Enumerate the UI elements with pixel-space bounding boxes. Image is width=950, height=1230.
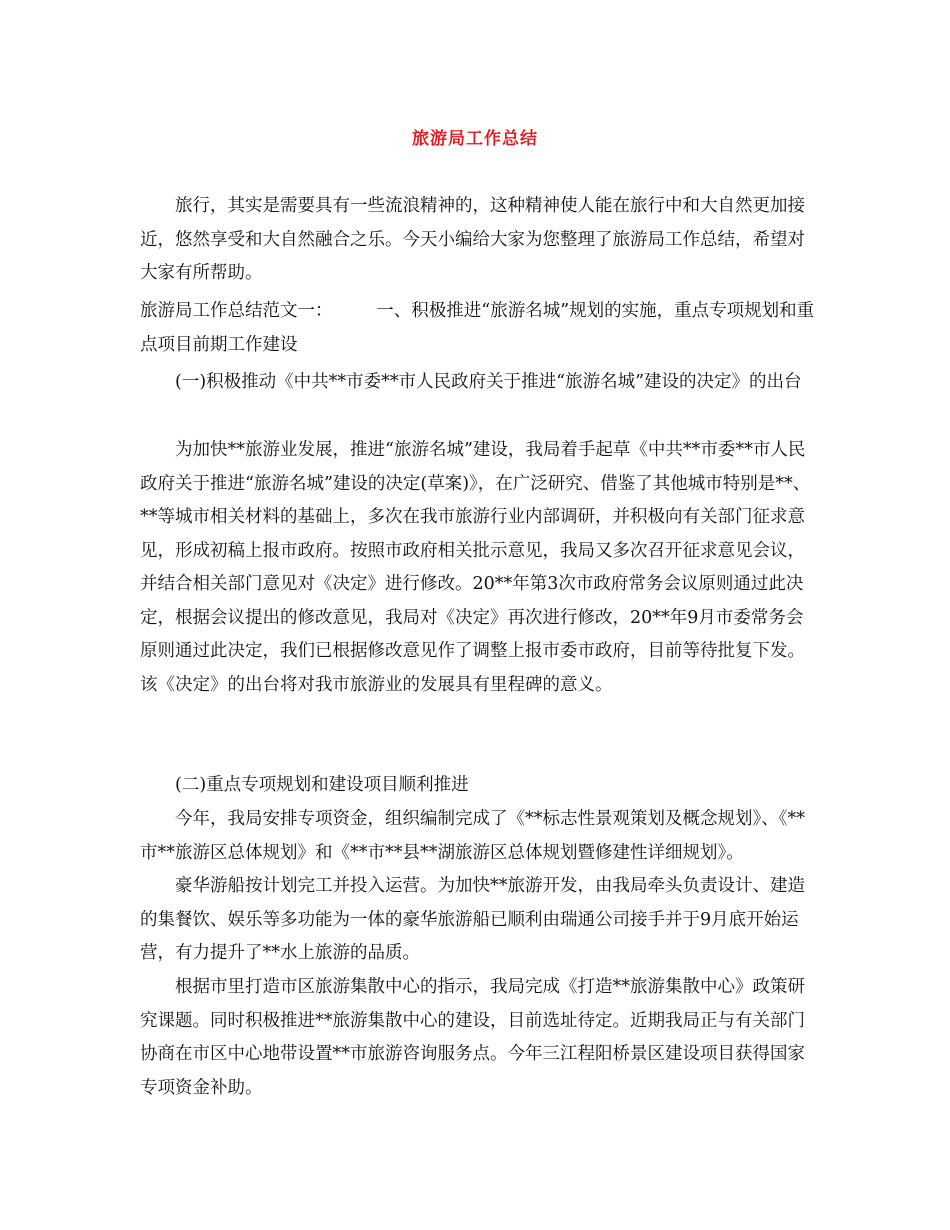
paragraph-body-2: 今年，我局安排专项资金，组织编制完成了《**标志性景观策划及概念规划》、《**市**旅游区总体规划》和《**市**县**湖旅游区总体规划暨修建性详细规划》。 [140,809,805,863]
paragraph-subheading-2: (二)重点专项规划和建设项目顺利推进 [175,775,469,795]
paragraph-subheading-1: (一)积极推动《中共**市委**市人民政府关于推进“旅游名城”建设的决定》的出台 [175,372,802,392]
paragraph-section-heading: 旅游局工作总结范文一： 一、积极推进“旅游名城”规划的实施，重点专项规划和重点项目前期工作建设 [140,301,815,355]
paragraph-body-3: 豪华游船按计划完工并投入运营。为加快**旅游开发，由我局牵头负责设计、建造的集餐饮、娱乐等多功能为一体的豪华旅游船已顺利由瑞通公司接手并于9月底开始运营，有力提升了**水上旅游的品质。 [140,876,805,963]
document-title: 旅游局工作总结 [412,129,538,149]
paragraph-intro: 旅行，其实是需要具有一些流浪精神的，这种精神使人能在旅行中和大自然更加接近，悠然享受和大自然融合之乐。今天小编给大家为您整理了旅游局工作总结，希望对大家有所帮助。 [140,196,805,283]
paragraph-body-1: 为加快**旅游业发展，推进“旅游名城”建设，我局着手起草《中共**市委**市人民政府关于推进“旅游名城”建设的决定(草案)》，在广泛研究、借鉴了其他城市特别是**、**等城市相关材料的基础上，多次在我市旅游行业内部调研，并积极向有关部门征求意见，形成初稿上报市政府。按照市政府相关批示意见，我局又多次召开征求意见会议，并结合相关部门意见对《决定》进行修改。20**年第3次市政府常务会议原则通过此决定，根据会议提出的修改意见，我局对《决定》再次进行修改，20**年9月市委常务会原则通过此决定，我们已根据修改意见作了调整上报市委市政府，目前等待批复下发。该《决定》的出台将对我市旅游业的发展具有里程碑的意义。 [140,440,811,695]
paragraph-body-4: 根据市里打造市区旅游集散中心的指示，我局完成《打造**旅游集散中心》政策研究课题。同时积极推进**旅游集散中心的建设，目前选址待定。近期我局正与有关部门协商在市区中心地带设置**市旅游咨询服务点。今年三江程阳桥景区建设项目获得国家专项资金补助。 [140,977,805,1098]
